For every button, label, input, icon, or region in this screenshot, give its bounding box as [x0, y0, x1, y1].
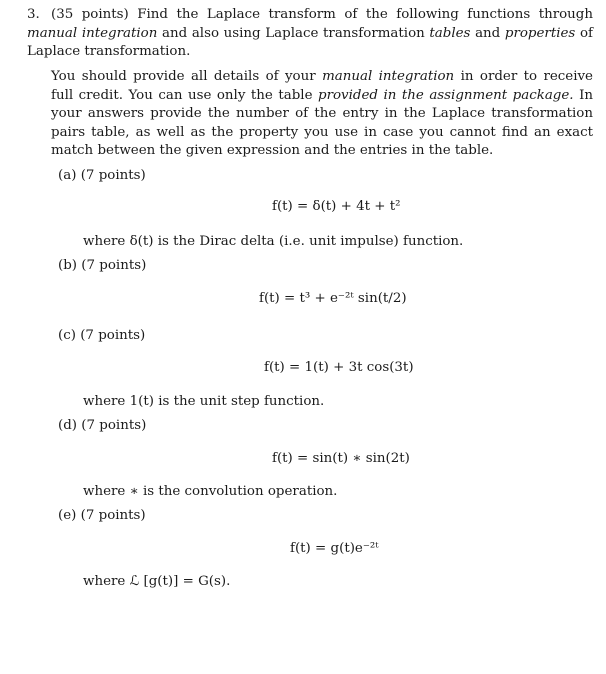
question-instructions: You should provide all details of your manual integration in order to receive full credit. You can use only the table provided in the assignment package. In your answers provide the number of the entry in the Laplace transformation pairs table, as well as the property you use in case you cannot find an exact match between the given expression and the entries in the table.: [51, 69, 593, 158]
part-c-label: (c) (7 points): [58, 328, 146, 343]
part-e-note: where ℒ [g(t)] = G(s).: [83, 574, 231, 589]
question-number: 3.: [27, 7, 40, 22]
part-b-equation: f(t) = t³ + e⁻²ᵗ sin(t/2): [259, 291, 407, 306]
part-e-label: (e) (7 points): [58, 508, 146, 523]
question-intro: 3. (35 points) Find the Laplace transform of the following functions through manual integration and also using Laplace transformation tables and properties of Laplace transformation.: [27, 7, 593, 59]
part-b-label: (b) (7 points): [58, 258, 147, 273]
part-a-equation: f(t) = δ(t) + 4t + t²: [272, 199, 401, 214]
part-c-equation: f(t) = 1(t) + 3t cos(3t): [264, 360, 414, 375]
part-a-label: (a) (7 points): [58, 168, 146, 183]
part-a-note: where δ(t) is the Dirac delta (i.e. unit impulse) function.: [83, 234, 464, 249]
part-d-equation: f(t) = sin(t) ∗ sin(2t): [272, 451, 410, 466]
part-d-note: where ∗ is the convolution operation.: [83, 484, 338, 499]
part-d-label: (d) (7 points): [58, 418, 147, 433]
part-e-equation: f(t) = g(t)e⁻²ᵗ: [290, 541, 379, 556]
part-c-note: where 1(t) is the unit step function.: [83, 394, 325, 409]
